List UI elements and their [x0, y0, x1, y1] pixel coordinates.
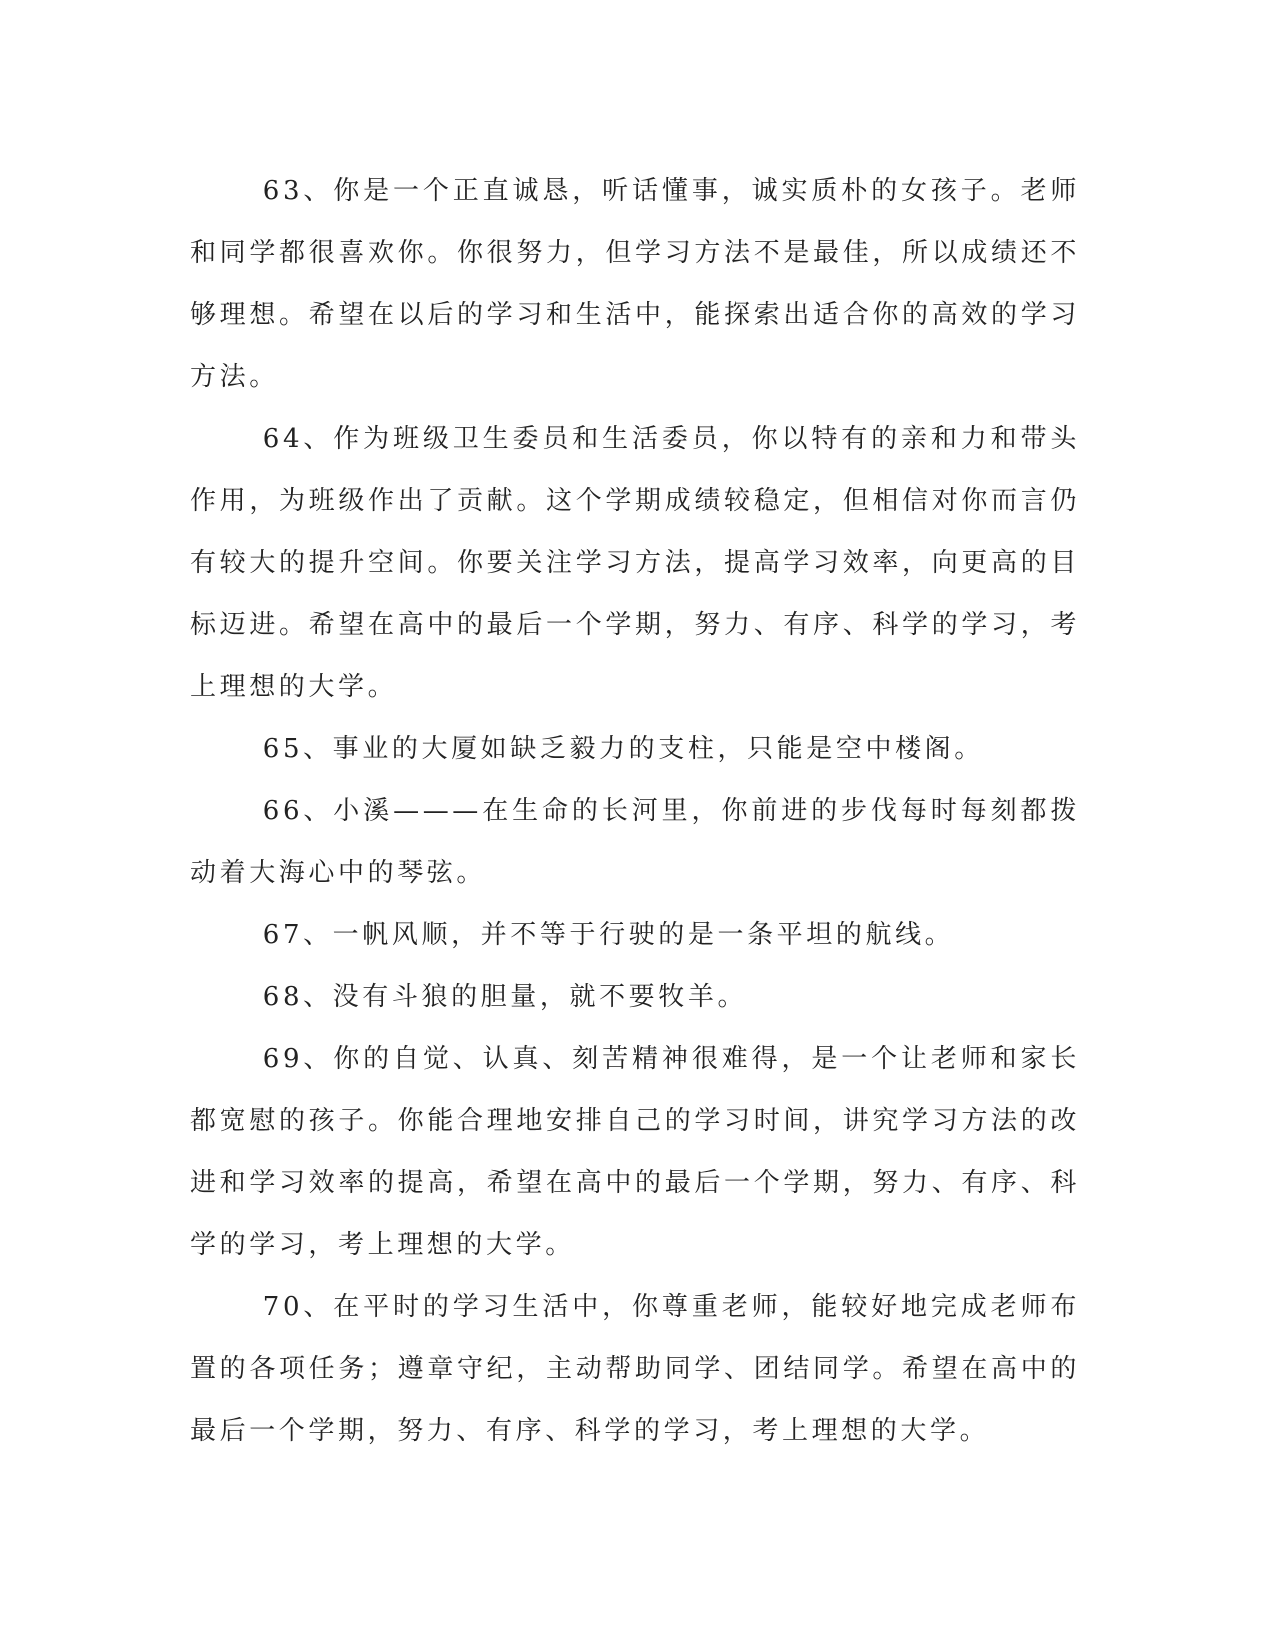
paragraph-66: 66、小溪———在生命的长河里，你前进的步伐每时每刻都拨动着大海心中的琴弦。: [190, 796, 1080, 888]
document-body: [190, 160, 1080, 1462]
paragraph-64: 64、作为班级卫生委员和生活委员，你以特有的亲和力和带头作用，为班级作出了贡献。这个学期成绩较稳定，但相信对你而言仍有较大的提升空间。你要关注学习方法，提高学习效率，向更高的目标迈进。希望在高中的最后一个学期，努力、有序、科学的学习，考上理想的大学。: [190, 424, 1080, 702]
paragraph-70: 70、在平时的学习生活中，你尊重老师，能较好地完成老师布置的各项任务；遵章守纪，主动帮助同学、团结同学。希望在高中的最后一个学期，努力、有序、科学的学习，考上理想的大学。: [190, 1292, 1080, 1446]
paragraph-69: 69、你的自觉、认真、刻苦精神很难得，是一个让老师和家长都宽慰的孩子。你能合理地安排自己的学习时间，讲究学习方法的改进和学习效率的提高，希望在高中的最后一个学期，努力、有序、科学的学习，考上理想的大学。: [190, 1044, 1080, 1260]
paragraph-65: 65、事业的大厦如缺乏毅力的支柱，只能是空中楼阁。: [262, 734, 984, 764]
paragraph-68: 68、没有斗狼的胆量，就不要牧羊。: [262, 982, 748, 1012]
paragraph-67: 67、一帆风顺，并不等于行驶的是一条平坦的航线。: [262, 920, 955, 950]
paragraph-63: 63、你是一个正直诚恳，听话懂事，诚实质朴的女孩子。老师和同学都很喜欢你。你很努力，但学习方法不是最佳，所以成绩还不够理想。希望在以后的学习和生活中，能探索出适合你的高效的学习方法。: [190, 176, 1080, 392]
